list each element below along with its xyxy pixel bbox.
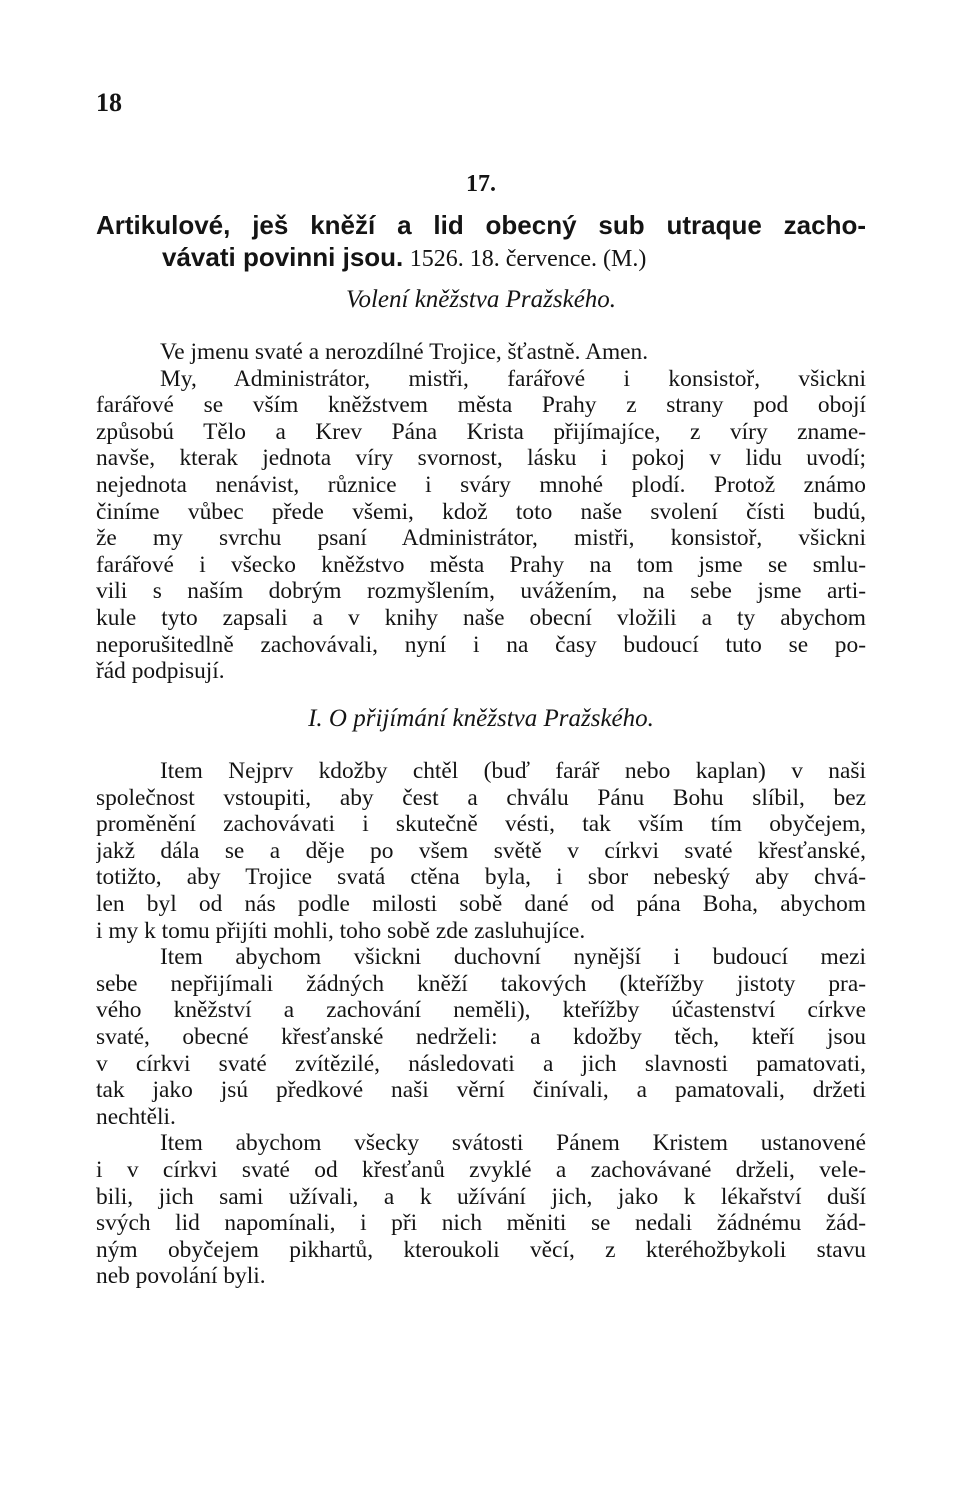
text-line: Item abychom všickni duchovní nynější i budoucí mezi	[160, 944, 866, 971]
text-line: Item Nejprv kdožby chtěl (buď farář nebo kaplan) v naši	[160, 758, 866, 784]
title-date: 1526. 18. července. (M.)	[409, 246, 647, 272]
title-line-1: Artikulové, ješ kněží a lid obecný sub utraque zacho-	[96, 210, 866, 240]
text-line: sebe nepřijímali žádných kněží takových (kteřížby jistoty pra-	[96, 970, 866, 997]
title-line-2	[96, 241, 866, 275]
text-line: proměnění zachovávati i skutečně vésti, tak vším tím obyčejem,	[96, 811, 866, 838]
text-line: neb povolání byli.	[96, 1263, 266, 1290]
text-line: vili s naším dobrým rozmyšlením, uvážením, na sebe jsme arti-	[96, 578, 866, 605]
text-line: farářové i všecko kněžstvo města Prahy na tom jsme se smlu-	[96, 551, 866, 578]
title-line-2-bold: vávati povinni jsou.	[162, 242, 404, 272]
text-line: že my svrchu psaní Administrátor, mistři, konsistoř, všickni	[96, 525, 866, 552]
text-line: My, Administrátor, mistři, farářové i konsistoř, všickni	[160, 365, 866, 392]
section-1-text	[96, 339, 866, 685]
text-line: tak jako jsú předkové naši věrní činívali, a pamatovali, držeti	[96, 1077, 866, 1104]
text-line: způsobú Tělo a Krev Pána Krista přijímajíce, z víry zname-	[96, 418, 866, 445]
text-line: nechtěli.	[96, 1103, 176, 1130]
text-line: bili, jich sami užívali, a k užívání jich, jako k lékařství duší	[96, 1183, 866, 1210]
text-line: ným obyčejem pikhartů, kteroukoli věcí, z kteréhožbykoli stavu	[96, 1236, 866, 1263]
section-heading-1: Volení kněžstva Pražského.	[345, 286, 617, 313]
text-line: totižto, aby Trojice svatá ctěna byla, i sbor nebeský aby chvá-	[96, 864, 866, 891]
text-line: len byl od nás podle milosti sobě dané od pána Boha, abychom	[96, 890, 866, 917]
text-line: svaté, obecné křesťanské nedrželi: a kdožby těch, kteří jsou	[96, 1023, 866, 1050]
text-line: nejednota nenávist, různice i sváry mnohé plodí. Protož známo	[96, 471, 866, 498]
text-line: kule tyto zapsali a v knihy naše obecní vložili a ty abychom	[96, 604, 866, 631]
text-line: v církvi svaté zvítězilé, následovati a jich slavnosti pamatovati,	[96, 1050, 866, 1077]
section-heading-2: I. O přijímání kněžstva Pražského.	[308, 705, 654, 732]
text-line: i my k tomu přijíti mohli, toho sobě zde zasluhujíce.	[96, 917, 586, 944]
document-title	[96, 209, 866, 275]
text-line: činíme vůbec přede všemi, kdož toto naše svolení čísti budú,	[96, 498, 866, 525]
text-line: řád podpisují.	[96, 658, 225, 685]
document-page	[96, 0, 866, 1510]
text-line: farářové se vším kněžstvem města Prahy z strany pod obojí	[96, 392, 866, 419]
document-number: 17.	[466, 171, 496, 197]
section-2-text	[96, 758, 866, 1290]
text-line: navše, kterak jednota víry svornost, lásku i pokoj v lidu uvodí;	[96, 445, 866, 472]
text-line: Item abychom všecky svátosti Pánem Kristem ustanovené	[160, 1130, 866, 1157]
text-line: svých lid napomínali, i při nich měniti se nedali žádnému žád-	[96, 1210, 866, 1237]
text-line: jakž dála se a děje po všem světě v církvi svaté křesťanské,	[96, 837, 866, 864]
text-line: společnost vstoupiti, aby čest a chválu Pánu Bohu slíbil, bez	[96, 784, 866, 811]
text-line: vého kněžství a zachování neměli), kteřížby účastenství církve	[96, 997, 866, 1024]
text-line: i v církvi svaté od křesťanů zvyklé a zachovávané drželi, vele-	[96, 1156, 866, 1183]
text-line: neporušitedlně zachovávali, nyní i na časy budoucí tuto se po-	[96, 631, 866, 658]
page-number: 18	[96, 88, 122, 117]
text-line: Ve jmenu svaté a nerozdílné Trojice, šťastně. Amen.	[160, 339, 649, 365]
